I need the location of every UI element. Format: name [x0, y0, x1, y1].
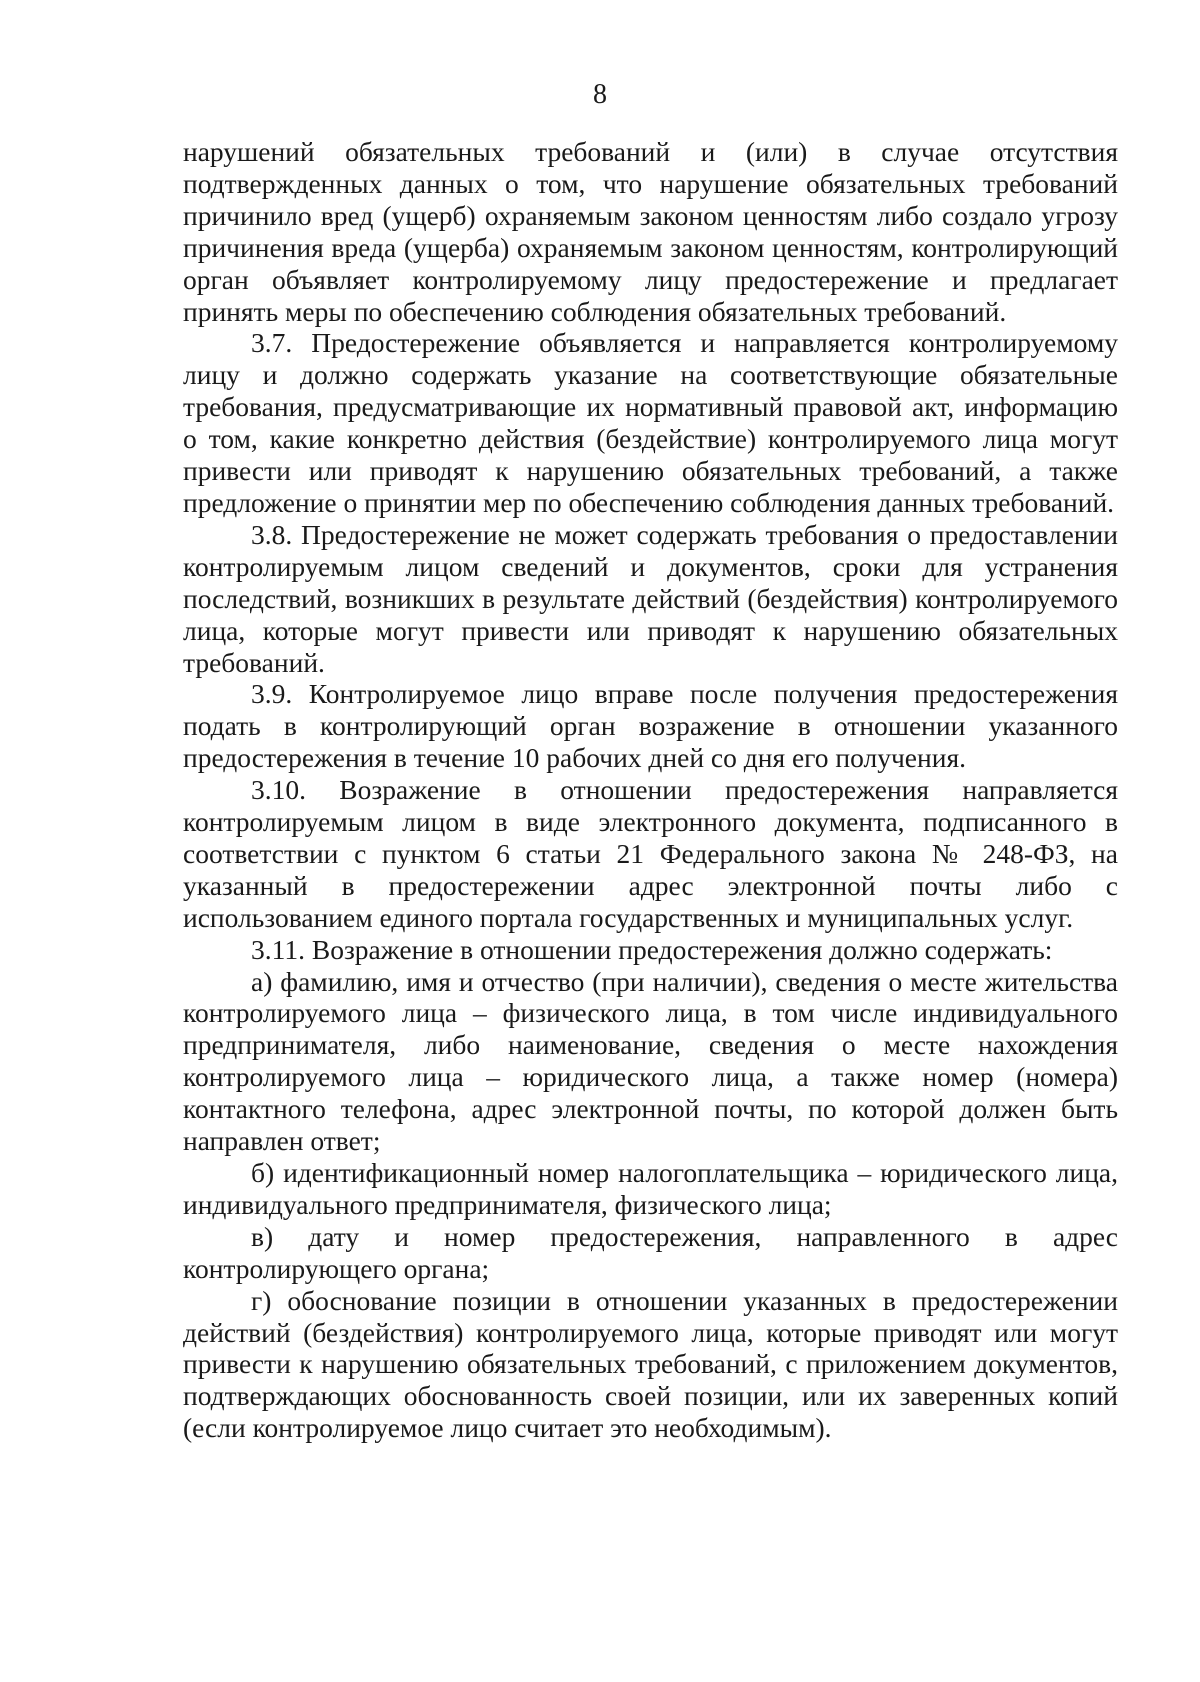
- paragraph-continuation: нарушений обязательных требований и (или) в случае отсутствия подтвержденных данных о том, что нарушение обязательных требований причинило вред (ущерб) охраняемым законом ценностям либо создало угрозу причинения вреда (ущерба) охраняемым законом ценностям, контролирующий орган объявляет контролируемому лицу предостережение и предлагает принять меры по обеспечению соблюдения обязательных требований.: [183, 136, 1118, 327]
- paragraph-3-9: 3.9. Контролируемое лицо вправе после получения предостережения подать в контролирующий орган возражение в отношении указанного предостережения в течение 10 рабочих дней со дня его получения.: [183, 678, 1118, 774]
- paragraph-3-10: 3.10. Возражение в отношении предостережения направляется контролируемым лицом в виде электронного документа, подписанного в соответствии с пунктом 6 статьи 21 Федерального закона № 248-ФЗ, на указанный в предостережении адрес электронной почты либо с использованием единого портала государственных и муниципальных услуг.: [183, 774, 1118, 933]
- list-item-a: а) фамилию, имя и отчество (при наличии), сведения о месте жительства контролируемого лица – физического лица, в том числе индивидуального предпринимателя, либо наименование, сведения о месте нахождения контролируемого лица – юридического лица, а также номер (номера) контактного телефона, адрес электронной почты, по которой должен быть направлен ответ;: [183, 965, 1118, 1157]
- list-item-g: г) обоснование позиции в отношении указанных в предостережении действий (бездействия) контролируемого лица, которые приводят или могут привести к нарушению обязательных требований, с приложением документов, подтверждающих обоснованность своей позиции, или их заверенных копий (если контролируемое лицо считает это необходимым).: [183, 1284, 1118, 1444]
- document-body: [183, 136, 1118, 1444]
- page-number: 8: [593, 79, 607, 110]
- list-item-b: б) идентификационный номер налогоплательщика – юридического лица, индивидуального предпринимателя, физического лица;: [183, 1157, 1118, 1220]
- list-item-v: в) дату и номер предостережения, направленного в адрес контролирующего органа;: [183, 1220, 1118, 1284]
- paragraph-3-7: 3.7. Предостережение объявляется и направляется контролируемому лицу и должно содержать указание на соответствующие обязательные требования, предусматривающие их нормативный правовой акт, информацию о том, какие конкретно действия (бездействие) контролируемого лица могут привести или приводят к нарушению обязательных требований, а также предложение о принятии мер по обеспечению соблюдения данных требований.: [183, 327, 1118, 518]
- paragraph-3-8: 3.8. Предостережение не может содержать требования о предоставлении контролируемым лицом сведений и документов, сроки для устранения последствий, возникших в результате действий (бездействия) контролируемого лица, которые могут привести или приводят к нарушению обязательных требований.: [183, 518, 1118, 678]
- paragraph-3-11: 3.11. Возражение в отношении предостережения должно содержать:: [251, 933, 1053, 965]
